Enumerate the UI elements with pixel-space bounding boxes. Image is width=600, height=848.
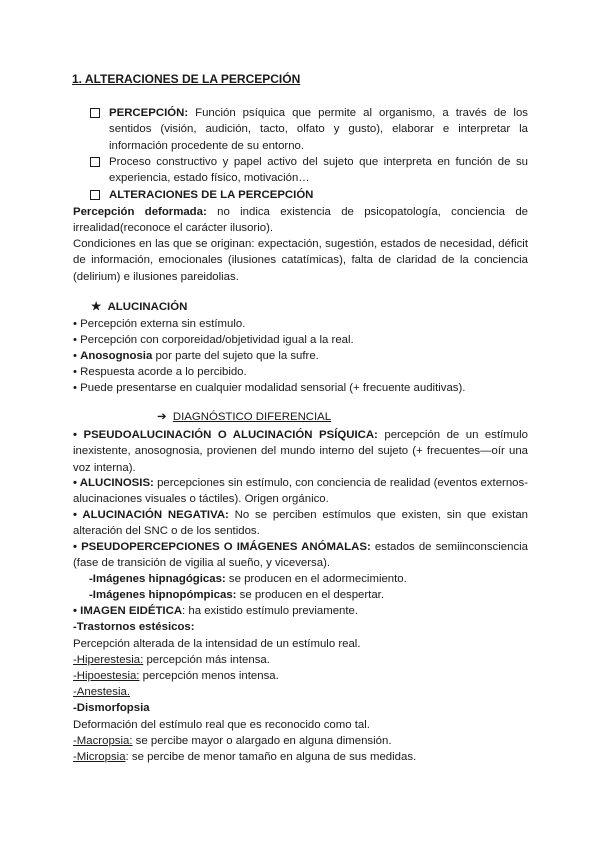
- alucinacion-negativa-paragraph: [73, 507, 528, 540]
- term-hipoestesia: -Hipoestesia:: [73, 670, 140, 682]
- anosognosia-text: por parte del sujeto que la sufre.: [152, 350, 319, 362]
- term-macropsia: -Macropsia:: [73, 735, 133, 747]
- trastornos-esteticos-desc: Percepción alterada de la intensidad de un estímulo real.: [73, 638, 361, 650]
- term-alucinacion-negativa: • ALUCINACIÓN NEGATIVA:: [73, 509, 229, 521]
- macropsia-text: se percibe mayor o alargado en alguna dimensión.: [132, 735, 392, 747]
- condiciones-paragraph: Condiciones en las que se originan: expectación, sugestión, estados de necesidad, déficit de información, emocionales (ilusiones catatímicas), falta de claridad de la conciencia (delirium) e ilusiones pareidolias.: [73, 238, 528, 283]
- term-hipnagogicas: -Imágenes hipnagógicas:: [89, 573, 226, 585]
- trastornos-esteticos-heading: -Trastornos estésicos:: [73, 621, 195, 633]
- bullet: •: [73, 350, 81, 362]
- arrow-right-icon: ➔: [157, 411, 167, 423]
- alteraciones-heading: ALTERACIONES DE LA PERCEPCIÓN: [109, 189, 314, 201]
- checklist-item-percepcion: [90, 105, 528, 154]
- checkbox-icon: [90, 190, 100, 200]
- term-pseudopercepciones: • PSEUDOPERCEPCIONES O IMÁGENES ANÓMALAS:: [73, 541, 371, 553]
- checklist-item-alteraciones: [90, 187, 528, 203]
- hipnagogicas-line: [89, 571, 407, 587]
- micropsia-text: : se percibe de menor tamaño en alguna de sus medidas.: [125, 751, 417, 763]
- hipoestesia-line: [73, 668, 279, 684]
- percepcion-deformada-text: no indica existencia de psicopatología, conciencia de irrealidad(reconoce el carácter ilusorio).: [73, 206, 528, 235]
- macropsia-line: [73, 733, 392, 749]
- list-item: • Percepción externa sin estímulo.: [73, 318, 246, 330]
- micropsia-line: [73, 749, 416, 765]
- hipnopompicas-line: [89, 587, 384, 603]
- checklist-item-proceso: [90, 154, 528, 187]
- hipnopompicas-text: se producen en el despertar.: [236, 589, 385, 601]
- alucinosis-paragraph: [73, 475, 528, 508]
- pseudopercepciones-paragraph: [73, 539, 528, 572]
- list-item: • Respuesta acorde a lo percibido.: [73, 366, 247, 378]
- proceso-text: Proceso constructivo y papel activo del sujeto que interpreta en función de su experiencia, estado físico, motivación…: [109, 156, 528, 185]
- list-item-anosognosia: [73, 348, 319, 364]
- term-pseudoalucinacion: • PSEUDOALUCINACIÓN O ALUCINACIÓN PSÍQUICA:: [73, 429, 378, 441]
- term-percepcion-deformada: Percepción deformada:: [73, 206, 207, 218]
- hipoestesia-text: percepción menos intensa.: [139, 670, 279, 682]
- checkbox-icon: [90, 157, 100, 167]
- checkbox-icon: [90, 108, 100, 118]
- list-item: • Puede presentarse en cualquier modalidad sensorial (+ frecuente auditivas).: [73, 382, 466, 394]
- list-item: • Percepción con corporeidad/objetividad igual a la real.: [73, 334, 354, 346]
- term-percepcion: PERCEPCIÓN:: [109, 107, 189, 119]
- anestesia-line: -Anestesia.: [73, 686, 130, 698]
- term-alucinosis: • ALUCINOSIS:: [73, 477, 154, 489]
- hiperestesia-text: percepción más intensa.: [143, 654, 270, 666]
- dismorfopsia-desc: Deformación del estímulo real que es reconocido como tal.: [73, 719, 370, 731]
- term-hipnopompicas: -Imágenes hipnopómpicas:: [89, 589, 237, 601]
- imagen-eidetica-text: : ha existido estímulo previamente.: [182, 605, 359, 617]
- percepcion-deformada-paragraph: [73, 204, 528, 237]
- alucinacion-title: ALUCINACIÓN: [107, 301, 188, 313]
- diagnostico-heading: [157, 409, 331, 425]
- term-imagen-eidetica: • IMAGEN EIDÉTICA: [73, 605, 183, 617]
- dismorfopsia-heading: -Dismorfopsia: [73, 702, 150, 714]
- pseudoalucinacion-text: percepción de un estímulo inexistente, anosognosia, provienen del mundo interno del sujeto (+ frecuentes—oír una voz interna).: [73, 429, 528, 474]
- hiperestesia-line: [73, 652, 270, 668]
- term-hiperestesia: -Hiperestesia:: [73, 654, 144, 666]
- alucinacion-negativa-text: No se perciben estímulos que existen, sin que existan alteración del SNC o de los sentidos.: [73, 509, 528, 538]
- alucinacion-heading: [91, 299, 187, 315]
- term-anosognosia: Anosognosia: [80, 350, 153, 362]
- term-micropsia: -Micropsia: [73, 751, 126, 763]
- pseudoalucinacion-paragraph: [73, 427, 528, 476]
- hipnagogicas-text: se producen en el adormecimiento.: [225, 573, 407, 585]
- alucinosis-text: percepciones sin estímulo, con conciencia de realidad (eventos externos-alucinaciones visuales o táctiles). Origen orgánico.: [73, 477, 528, 506]
- definition-percepcion: Función psíquica que permite al organismo, a través de los sentidos (visión, audición, tacto, olfato y gusto), elaborar e interpretar la información procedente de su entorno.: [109, 107, 528, 152]
- star-icon: ★: [91, 301, 102, 313]
- section-title: 1. ALTERACIONES DE LA PERCEPCIÓN: [72, 72, 301, 86]
- imagen-eidetica-line: [73, 603, 358, 619]
- pseudopercepciones-text: estados de semiinconsciencia (fase de transición de vigilia al sueño, y viceversa).: [73, 541, 529, 570]
- diagnostico-title: DIAGNÓSTICO DIFERENCIAL: [172, 411, 332, 423]
